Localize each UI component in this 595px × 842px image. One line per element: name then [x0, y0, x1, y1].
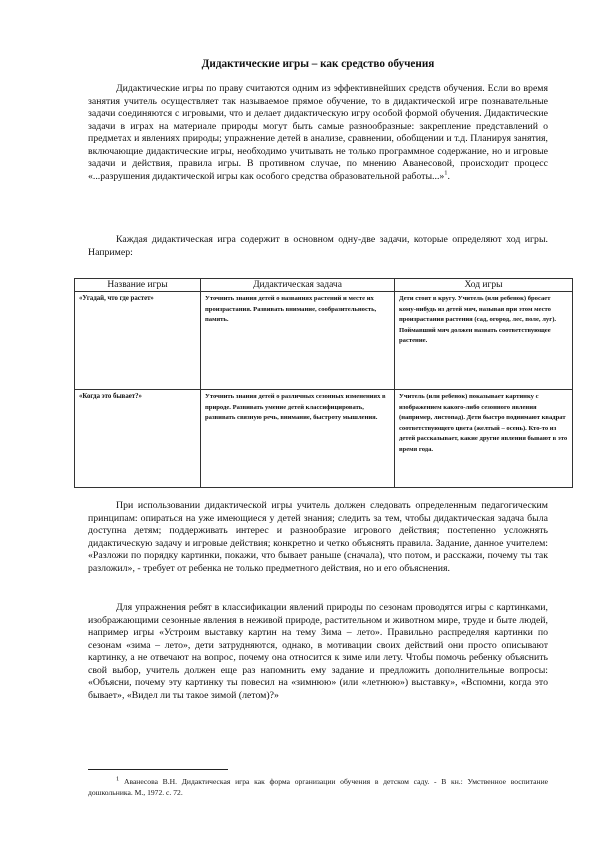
cell-game-name: «Когда это бывает?»	[75, 390, 201, 488]
table-header-row	[75, 279, 573, 292]
footnote-reference[interactable]: 1	[444, 169, 448, 177]
header-game-process: Ход игры	[395, 279, 573, 292]
paragraph-intro-text: Дидактические игры по праву считаются одним из эффективнейших средств обучения. Если во время занятия учитель осуществляет так называемое прямое обучение, то в дидактической игре познавательные задачи соединяются с игровыми, что и делает дидактическую игру особой формой обучения. Дидактические задачи в играх на материале природы могут быть самые разнообразные: закрепление представлений о предметах и явлениях природы; упражнение детей в анализе, сравнении, обобщении и т.д. Планируя занятия, включающие дидактические игры, необходимо учитывать не только программное содержание, но и игровые задачи и действия, правила игры. В противном случае, по мнению Аванесовой, происходит процесс «...разрушения дидактической игры как особого средства образовательной работы...»	[88, 83, 548, 182]
footnote-number: 1	[116, 775, 120, 783]
cell-game-process: Учитель (или ребенок) показывает картинку с изображением какого-либо сезонного явления (например, листопад). Дети быстро поднимают квадрат соответствующего цвета (желтый – осень). Кто-то из детей рассказывает, какие другие явления бывают в это время года.	[395, 390, 573, 488]
cell-didactic-task: Уточнить знания детей о названиях растений и месте их произрастания. Развивать внимание, сообразительность, память.	[201, 292, 395, 390]
header-game-name: Название игры	[75, 279, 201, 292]
games-table	[74, 278, 573, 488]
header-didactic-task: Дидактическая задача	[201, 279, 395, 292]
cell-game-name: «Угадай, что где растет»	[75, 292, 201, 390]
footnote	[88, 776, 548, 798]
document-title: Дидактические игры – как средство обучения	[201, 58, 435, 70]
paragraph-principles: При использовании дидактической игры учитель должен следовать определенным педагогическим принципам: опираться на уже имеющиеся у детей знания; следить за тем, чтобы дидактическая задача была доступна детям; поддерживать интерес и разнообразие игрового действия; постепенно усложнять дидактическую задачу и игровые действия; конкретно и четко объяснять правила. Задание, данное учителем: «Разложи по порядку картинки, покажи, что бывает раньше (сначала), что потом, и расскажи, почему ты так разложил», - требует от ребенка не только предметного действия, но и его объяснения.	[88, 500, 548, 574]
table-row	[75, 390, 573, 488]
cell-didactic-task: Уточнить знания детей о различных сезонных изменениях в природе. Развивать умение детей классифицировать, развивать связную речь, внимание, быстроту мышления.	[201, 390, 395, 488]
footnote-divider	[88, 769, 228, 770]
table-row	[75, 292, 573, 390]
paragraph-examples-lead: Каждая дидактическая игра содержит в основном одну-две задачи, которые определяют ход игры. Например:	[88, 234, 548, 258]
paragraph-classification: Для упражнения ребят в классификации явлений природы по сезонам проводятся игры с картинками, изображающими сезонные явления в неживой природе, растительном и животном мире, труде и быте людей, например игры «Устроим выставку картин на тему Зима – лето». Правильно распределяя картинки по сезонам «зима – лето», дети затрудняются, однако, в мотивации своих действий они просто описывают картинку, а не отвечают на вопрос, почему она относится к зиме или лету. Чтобы помочь ребенку объяснить свой выбор, учитель должен еще раз напомнить ему задание и предложить дополнительные вопросы: «Объясни, почему эту картинку ты повесил на «зимнюю» (или «летнюю») выставку», «Вспомни, когда это бывает», «Видел ли ты такое зимой (летом)?»	[88, 602, 548, 701]
footnote-text: Аванесова В.Н. Дидактическая игра как форма организации обучения в детском саду. - В кн.: Умственное воспитание дошкольника. М., 1972. с. 72.	[88, 777, 548, 797]
paragraph-intro: Дидактические игры по праву считаются одним из эффективнейших средств обучения. Если во время занятия учитель осуществляет так называемое прямое обучение, то в дидактической игре познавательные задачи соединяются с игровыми, что и делает дидактическую игру особой формой обучения. Дидактические задачи в играх на материале природы могут быть самые разнообразные: закрепление представлений о предметах и явлениях природы; упражнение детей в анализе, сравнении, обобщении и т.д. Планируя занятия, включающие дидактические игры, необходимо учитывать не только программное содержание, но и игровые задачи и действия, правила игры. В противном случае, по мнению Аванесовой, происходит процесс «...разрушения дидактической игры как особого средства образовательной работы...»$^1$.	[88, 83, 548, 182]
cell-game-process: Дети стоят в кругу. Учитель (или ребенок) бросает кому-нибудь из детей мяч, называя при этом место произрастания растения (сад, огород, лес, поле, луг). Поймавший мяч должен назвать соответствующее растение.	[395, 292, 573, 390]
